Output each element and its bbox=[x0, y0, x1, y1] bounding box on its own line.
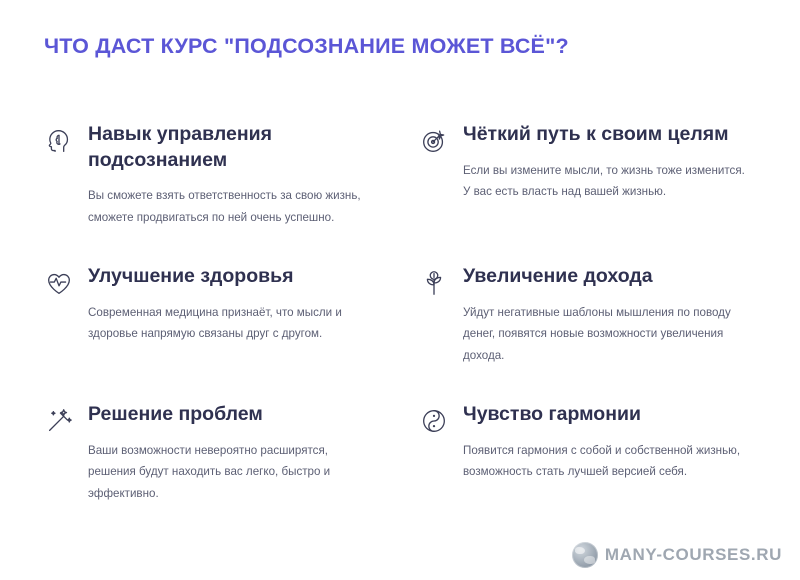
feature-item bbox=[419, 264, 756, 366]
heart-pulse-icon bbox=[44, 268, 74, 298]
feature-description: Если вы измените мысли, то жизнь тоже изменится. У вас есть власть над вашей жизнью. bbox=[463, 163, 745, 198]
yin-yang-icon bbox=[419, 406, 449, 436]
feature-description: Вы сможете взять ответственность за свою жизнь, сможете продвигаться по ней очень успешно. bbox=[88, 189, 361, 224]
feature-item bbox=[44, 402, 381, 504]
target-arrow-icon bbox=[419, 126, 449, 156]
feature-description: Появится гармония с собой и собственной жизнью, возможность стать лучшей версией себя. bbox=[463, 443, 741, 479]
feature-description: Уйдут негативные шаблоны мышления по поводу денег, появятся новые возможности увеличения дохода. bbox=[463, 305, 731, 362]
feature-item bbox=[419, 122, 756, 228]
feature-title: Навык управления подсознанием bbox=[88, 122, 272, 171]
feature-description: Ваши возможности невероятно расширятся, решения будут находить вас легко, быстро и эффективно. bbox=[88, 443, 331, 500]
feature-item bbox=[44, 122, 381, 228]
watermark-text: MANY-COURSES.RU bbox=[604, 545, 782, 564]
feature-body bbox=[463, 264, 756, 366]
feature-body bbox=[88, 402, 381, 504]
feature-body bbox=[463, 402, 756, 483]
feature-body bbox=[88, 264, 381, 345]
features-grid bbox=[44, 122, 756, 504]
feature-item bbox=[419, 402, 756, 504]
money-plant-icon bbox=[419, 268, 449, 298]
feature-title: Чёткий путь к своим целям bbox=[463, 122, 729, 145]
feature-title: Улучшение здоровья bbox=[88, 265, 294, 288]
feature-item bbox=[44, 264, 381, 366]
watermark bbox=[572, 542, 782, 568]
head-brain-icon bbox=[44, 126, 74, 156]
feature-title: Увеличение дохода bbox=[463, 265, 653, 288]
feature-body bbox=[88, 122, 381, 228]
feature-description: Современная медицина признаёт, что мысли и здоровье напрямую связаны друг с другом. bbox=[88, 305, 342, 341]
magic-wand-icon bbox=[44, 406, 74, 436]
globe-icon bbox=[572, 542, 598, 568]
feature-body bbox=[463, 122, 756, 203]
page-title: ЧТО ДАСТ КУРС "ПОДСОЗНАНИЕ МОЖЕТ ВСЁ"? bbox=[44, 34, 569, 58]
feature-title: Чувство гармонии bbox=[463, 403, 641, 426]
feature-title: Решение проблем bbox=[88, 403, 263, 426]
